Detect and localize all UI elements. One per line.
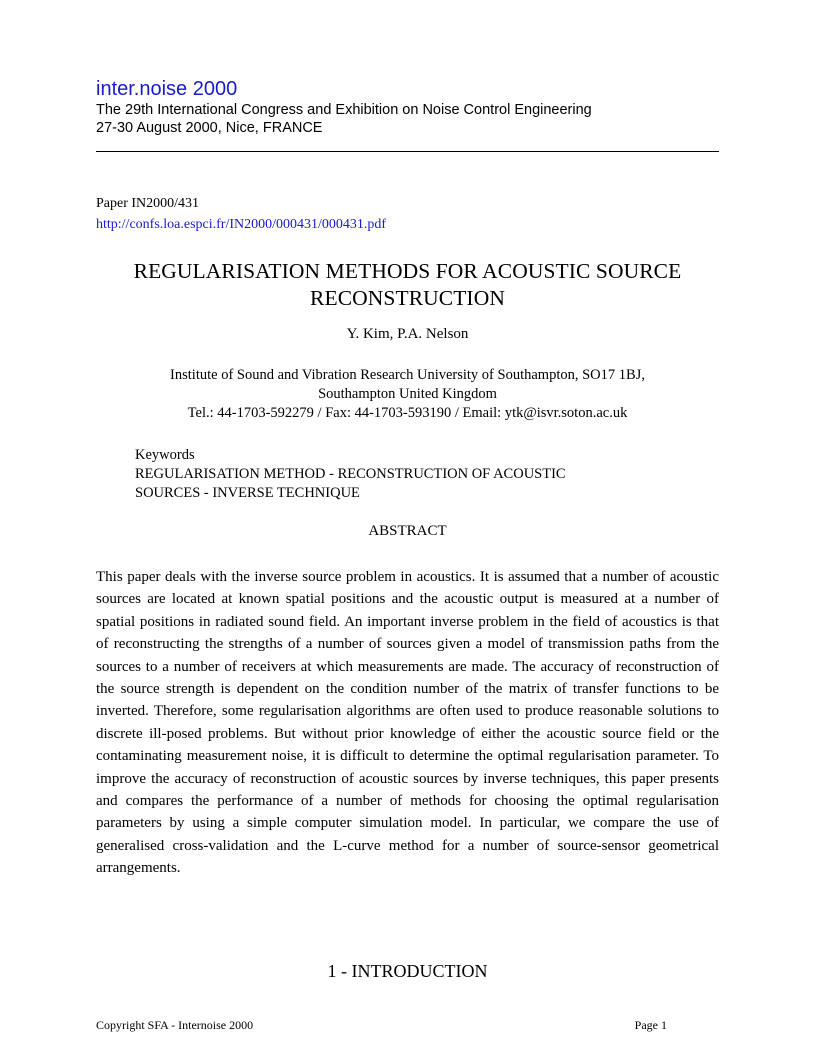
authors: Y. Kim, P.A. Nelson bbox=[346, 326, 469, 342]
keywords-line-1: REGULARISATION METHOD - RECONSTRUCTION OF ACOUSTIC bbox=[135, 466, 566, 482]
keywords-block bbox=[135, 446, 566, 503]
header-divider bbox=[96, 151, 719, 152]
conference-dates-location: 27-30 August 2000, Nice, FRANCE bbox=[96, 120, 323, 136]
paper-url-link[interactable]: http://confs.loa.espci.fr/IN2000/000431/000431.pdf bbox=[96, 217, 387, 232]
abstract-body: This paper deals with the inverse source problem in acoustics. It is assumed that a number of acoustic sources are located at known spatial positions and the acoustic output is measured at a number of spatial positions in radiated sound field. An important inverse problem in the field of acoustics is that of reconstructing the strengths of a number of sources given a model of transmission paths from the sources to a number of receivers at which measurements are made. The accuracy of reconstruction of the source strength is dependent on the condition number of the matrix of transfer functions to be inverted. Therefore, some regularisation algorithms are often used to produce reasonable solutions to discrete ill-posed problems. But without prior knowledge of either the acoustic source field or the contaminating measurement noise, it is difficult to determine the optimal regularisation parameter. To improve the accuracy of reconstruction of acoustic sources by inverse techniques, this paper presents and compares the performance of a number of methods for choosing the optimal regularisation parameters by using a simple computer simulation model. In particular, we compare the use of generalised cross-validation and the L-curve method for a number of source-sensor geometrical arrangements. bbox=[96, 569, 719, 877]
paper-title bbox=[96, 258, 719, 312]
affiliation bbox=[96, 366, 719, 423]
paper-meta bbox=[96, 193, 386, 235]
affiliation-contact: Tel.: 44-1703-592279 / Fax: 44-1703-593190 / Email: ytk@isvr.soton.ac.uk bbox=[187, 405, 628, 421]
introduction-heading: 1 - INTRODUCTION bbox=[327, 961, 488, 981]
affiliation-line-2: Southampton United Kingdom bbox=[318, 386, 497, 402]
congress-title: The 29th International Congress and Exhibition on Noise Control Engineering bbox=[96, 102, 592, 118]
abstract-heading: ABSTRACT bbox=[368, 523, 447, 539]
footer-page-number: Page 1 bbox=[634, 1018, 667, 1032]
conference-name: inter.noise 2000 bbox=[96, 78, 238, 100]
footer-copyright: Copyright SFA - Internoise 2000 bbox=[96, 1018, 254, 1032]
keywords-label: Keywords bbox=[135, 447, 195, 463]
paper-id: Paper IN2000/431 bbox=[96, 196, 200, 211]
paper-title-line-1: REGULARISATION METHODS FOR ACOUSTIC SOURCE bbox=[133, 259, 682, 283]
conference-header bbox=[96, 77, 719, 137]
keywords-line-2: SOURCES - INVERSE TECHNIQUE bbox=[135, 485, 360, 501]
paper-title-line-2: RECONSTRUCTION bbox=[310, 286, 505, 310]
affiliation-line-1: Institute of Sound and Vibration Research University of Southampton, SO17 1BJ, bbox=[170, 367, 645, 383]
